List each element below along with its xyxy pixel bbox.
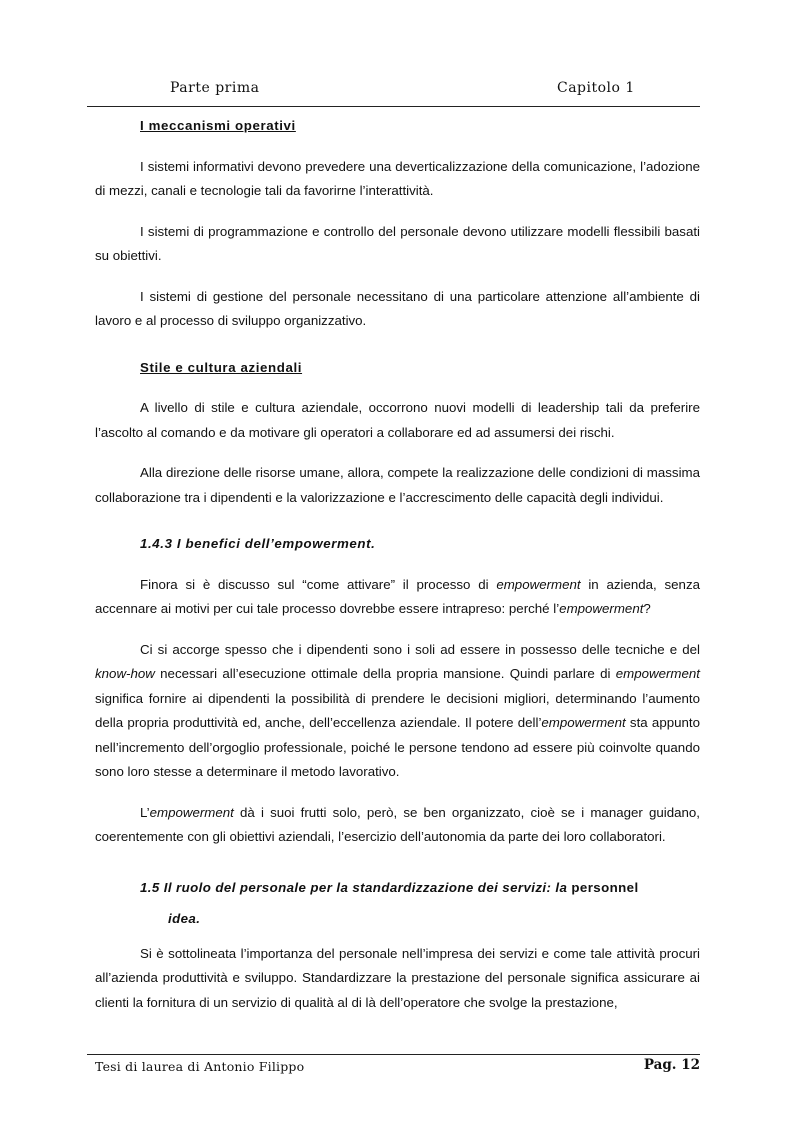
paragraph: I sistemi informativi devono prevedere una deverticalizzazione della comunicazione, l’adozione di mezzi, canali e tecnologie tali da favorirne l’interattività. <box>95 158 700 198</box>
heading-stile-cultura: Stile e cultura aziendali <box>140 359 303 375</box>
header-rule <box>87 106 700 107</box>
paragraph: L’empowerment dà i suoi frutti solo, però, se ben organizzato, cioè se i manager guidano, coerentemente con gli obiettivi aziendali, l’esercizio dell’autonomia da parte dei loro collaboratori. <box>95 804 700 844</box>
paragraph: Finora si è discusso sul “come attivare” il processo di empowerment in azienda, senza accennare ai motivi per cui tale processo dovrebbe essere intrapreso: perché l’empowerment? <box>95 576 700 616</box>
paragraph: Alla direzione delle risorse umane, allora, compete la realizzazione delle condizioni di massima collaborazione tra i dipendenti e la valorizzazione e l’accrescimento delle capacità degli individui. <box>95 465 700 505</box>
paragraph: Si è sottolineata l’importanza del personale nell’impresa dei servizi e come tale attività procuri all’azienda produttività e sviluppo. Standardizzare la prestazione del personale significa assicurare ai clienti la fornitura di un servizio di qualità al di là dell’operatore che svolge la prestazione, <box>95 945 700 1010</box>
paragraph: Ci si accorge spesso che i dipendenti sono i soli ad essere in possesso delle tecniche e del know-how necessari all’esecuzione ottimale della propria mansione. Quindi parlare di empowerment significa fornire ai dipendenti la possibilità di prendere le decisioni migliori, determinando l’aumento della propria produttività ed, anche, dell’eccellenza aziendale. Il potere dell’empowerment sta appunto nell’incremento dell’orgoglio professionale, poiché le persone tendono ad essere più coinvolte quando sono loro stesse a determinare il metodo lavorativo. <box>95 641 700 779</box>
footer-thesis-author: Tesi di laurea di Antonio Filippo <box>95 1059 305 1074</box>
heading-meccanismi-operativi: I meccanismi operativi <box>140 118 296 133</box>
running-header-right: Capitolo 1 <box>557 80 635 96</box>
page-number: Pag. 12 <box>643 1057 700 1073</box>
heading-benefici-empowerment: 1.4.3 I benefici dell’empowerment. <box>140 536 376 551</box>
page-body <box>95 114 700 1015</box>
footer-rule <box>87 1054 700 1055</box>
running-header-left: Parte prima <box>170 80 260 96</box>
heading-ruolo-personale: 1.5 Il ruolo del personale per la standardizzazione dei servizi: la personnel idea. <box>140 879 639 926</box>
paragraph: I sistemi di programmazione e controllo del personale devono utilizzare modelli flessibili basati su obiettivi. <box>95 223 700 263</box>
paragraph: A livello di stile e cultura aziendale, occorrono nuovi modelli di leadership tali da preferire l’ascolto al comando e da motivare gli operatori a collaborare ed ad assumersi dei rischi. <box>95 400 700 440</box>
paragraph: I sistemi di gestione del personale necessitano di una particolare attenzione all’ambiente di lavoro e al processo di sviluppo organizzativo. <box>95 288 700 328</box>
